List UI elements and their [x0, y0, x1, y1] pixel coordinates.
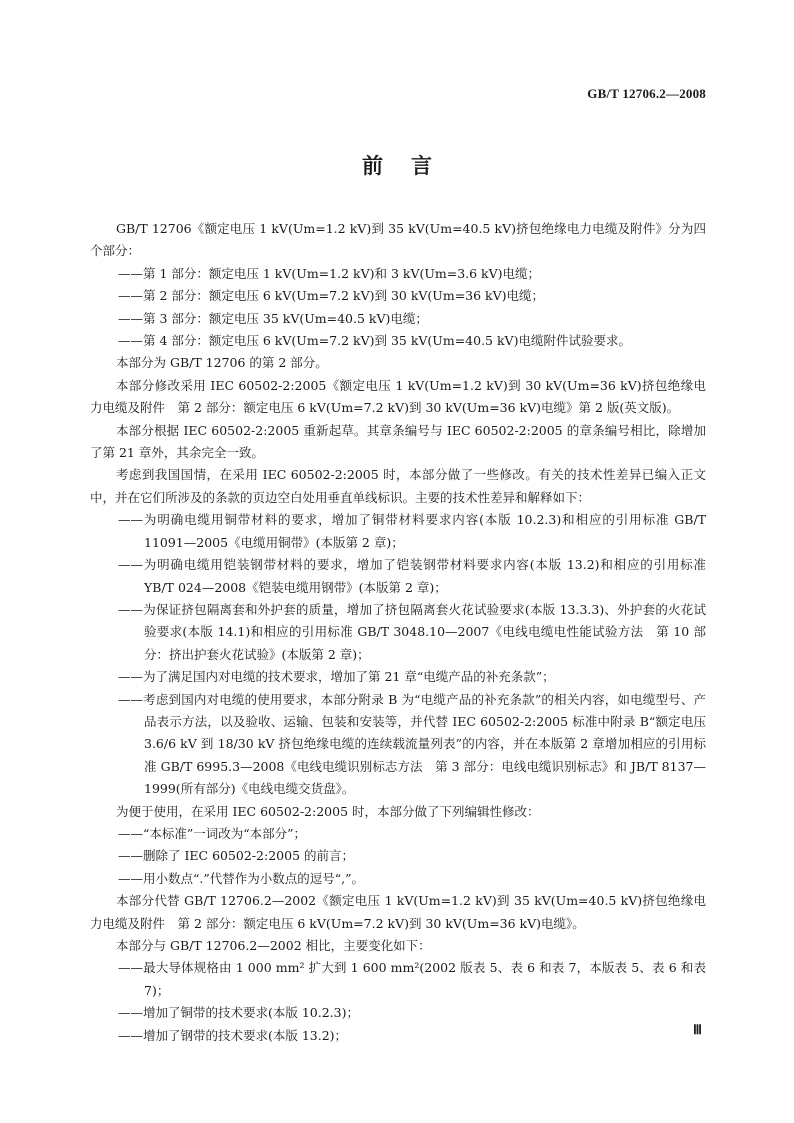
list-item: ——第 1 部分：额定电压 1 kV(Um=1.2 kV)和 3 kV(Um=3.6 kV)电缆； [118, 265, 541, 281]
paragraph: 考虑到我国国情，在采用 IEC 60502-2:2005 时，本部分做了一些修改。有关的技术性差异已编入正文中，并在它们所涉及的条款的页边空白处用垂直单线标识。主要的技术性差异和解释如下： [90, 467, 706, 505]
list-item: ——为明确电缆用铠装钢带材料的要求，增加了铠装钢带材料要求内容(本版 13.2)和相应的引用标准 YB/T 024—2008《铠装电缆用钢带》(本版第 2 章)； [118, 557, 706, 595]
list-item: ——用小数点“.”代替作为小数点的逗号“,”。 [118, 870, 365, 886]
page-title: 前言 [362, 154, 460, 178]
list-item: ——第 4 部分：额定电压 6 kV(Um=7.2 kV)到 35 kV(Um=40.5 kV)电缆附件试验要求。 [118, 333, 631, 349]
list-item: ——增加了钢带的技术要求(本版 13.2)； [118, 1027, 348, 1043]
list-item: ——为保证挤包隔离套和外护套的质量，增加了挤包隔离套火花试验要求(本版 13.3.3)、外护套的火花试验要求(本版 14.1)和相应的引用标准 GB/T 3048.10—2007《电线电缆电性能试验方法 第 10 部分：挤出护套火花试验》(本版第 2 章)； [118, 601, 706, 662]
list-item: ——第 3 部分：额定电压 35 kV(Um=40.5 kV)电缆； [118, 310, 428, 326]
foreword-body [90, 218, 706, 1047]
list-item: ——第 2 部分：额定电压 6 kV(Um=7.2 kV)到 30 kV(Um=36 kV)电缆； [118, 288, 545, 304]
list-item: ——考虑到国内对电缆的使用要求，本部分附录 B 为“电缆产品的补充条款”的相关内容，如电缆型号、产品表示方法，以及验收、运输、包装和安装等，并代替 IEC 60502-2:2005 标准中附录 B“额定电压 3.6/6 kV 到 18/30 kV 挤包绝缘电缆的连续载流量列表”的内容，并在本版第 2 章增加相应的引用标准 GB/T 6995.3—2008《电线电缆识别标志方法 第 3 部分：电线电缆识别标志》和 JB/T 8137—1999(所有部分)《电线电缆交货盘》。 [118, 691, 706, 797]
page-number: Ⅲ [693, 1022, 702, 1037]
paragraph: 本部分根据 IEC 60502-2:2005 重新起草。其章条编号与 IEC 60502-2:2005 的章条编号相比，除增加了第 21 章外，其余完全一致。 [90, 422, 706, 461]
list-item: ——增加了铜带的技术要求(本版 10.2.3)； [118, 1005, 359, 1021]
paragraph: 本部分与 GB/T 12706.2—2002 相比，主要变化如下： [116, 938, 431, 953]
list-item: ——为明确电缆用铜带材料的要求，增加了铜带材料要求内容(本版 10.2.3)和相应的引用标准 GB/T 11091—2005《电缆用铜带》(本版第 2 章)； [118, 512, 706, 550]
paragraph: 为便于使用，在采用 IEC 60502-2:2005 时，本部分做了下列编辑性修改： [116, 803, 540, 819]
paragraph: 本部分修改采用 IEC 60502-2:2005《额定电压 1 kV(Um=1.2 kV)到 30 kV(Um=36 kV)挤包绝缘电力电缆及附件 第 2 部分：额定电压 6 kV(Um=7.2 kV)到 30 kV(Um=36 kV)电缆》第 2 版(英文版)。 [90, 377, 706, 416]
list-item: ——最大导体规格由 1 000 mm² 扩大到 1 600 mm²(2002 版表 5、表 6 和表 7，本版表 5、表 6 和表 7)； [118, 960, 706, 998]
paragraph: 本部分代替 GB/T 12706.2—2002《额定电压 1 kV(Um=1.2 kV)到 35 kV(Um=40.5 kV)挤包绝缘电力电缆及附件 第 2 部分：额定电压 6 kV(Um=7.2 kV)到 30 kV(Um=36 kV)电缆》。 [90, 893, 706, 931]
list-item: ——“本标准”一词改为“本部分”； [118, 825, 307, 841]
list-item: ——为了满足国内对电缆的技术要求，增加了第 21 章“电缆产品的补充条款”； [118, 669, 555, 685]
standard-code: GB/T 12706.2—2008 [587, 86, 706, 101]
paragraph: 本部分为 GB/T 12706 的第 2 部分。 [116, 355, 328, 371]
paragraph: GB/T 12706《额定电压 1 kV(Um=1.2 kV)到 35 kV(Um=40.5 kV)挤包绝缘电力电缆及附件》分为四个部分： [90, 221, 706, 259]
list-item: ——删除了 IEC 60502-2:2005 的前言； [118, 848, 355, 864]
